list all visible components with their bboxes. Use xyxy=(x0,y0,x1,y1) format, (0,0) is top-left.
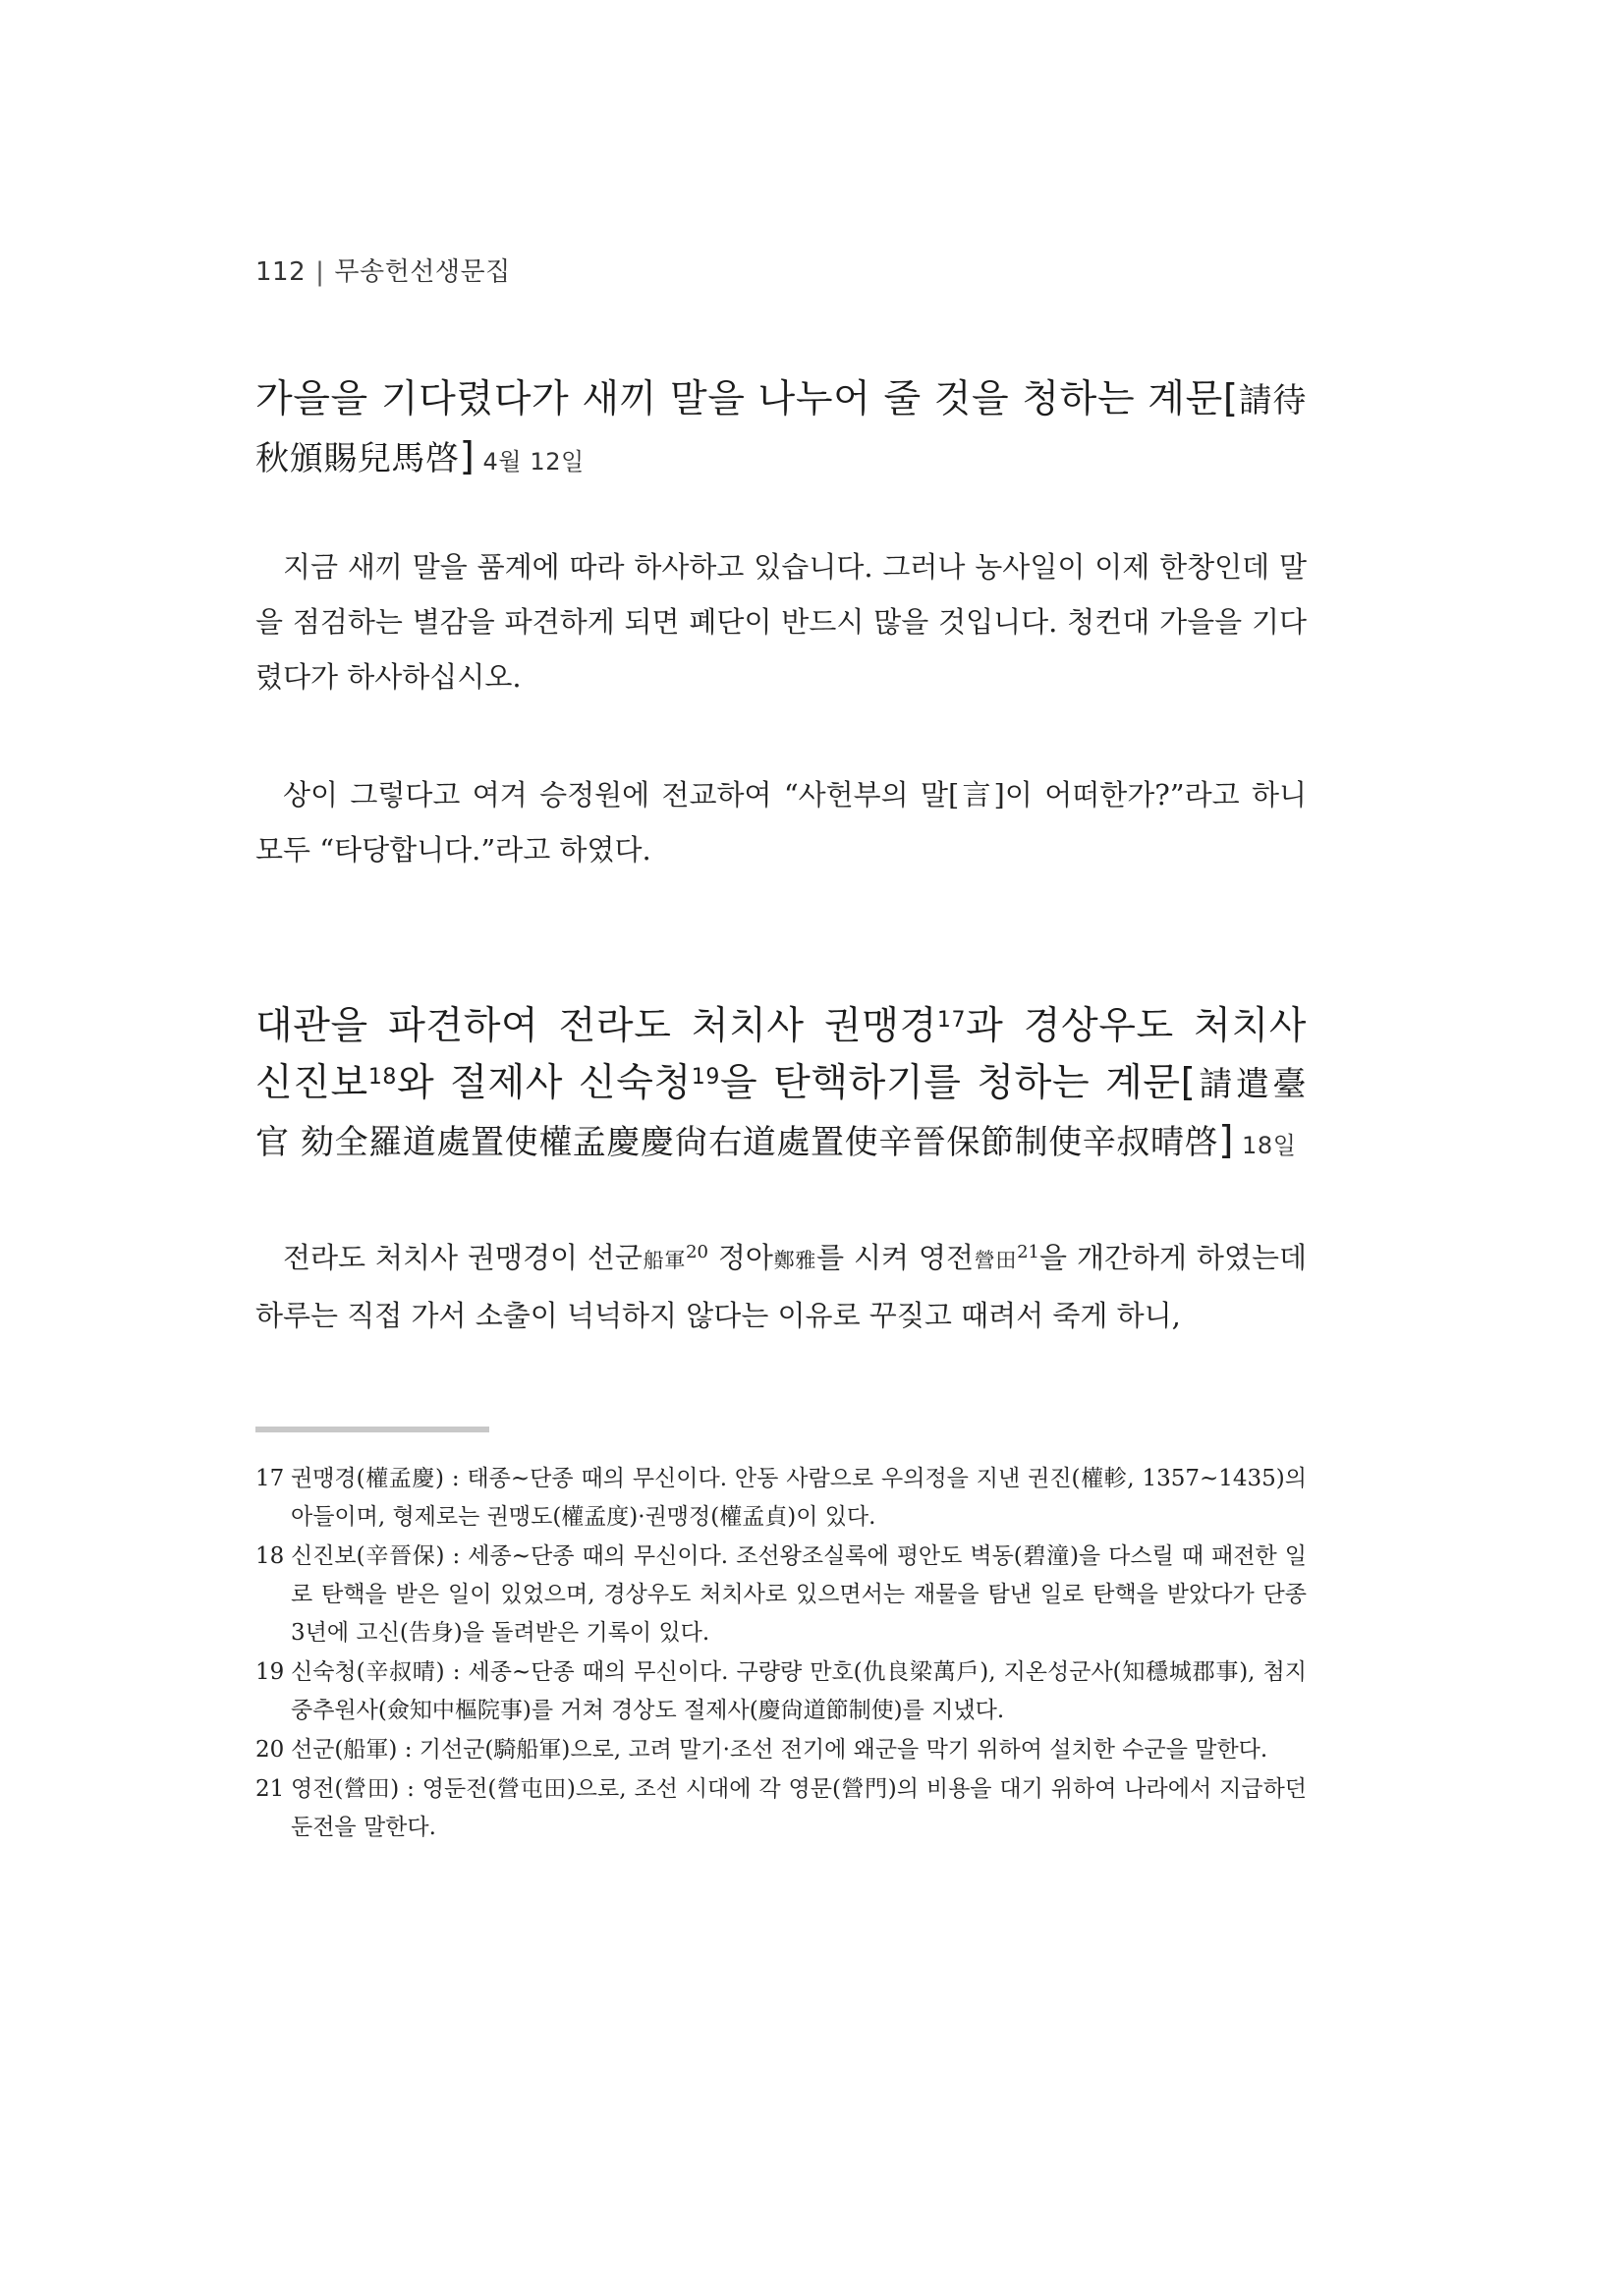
hanja-seongun: 船軍 xyxy=(642,1249,687,1272)
hanja-yeongjeon: 營田 xyxy=(973,1249,1018,1272)
section-2-title-hanja: 請遣臺官 劾全羅道處置使權孟慶慶尙右道處置使辛晉保節制使辛叔晴啓 xyxy=(255,1065,1307,1162)
footnote-20 xyxy=(255,1731,1307,1769)
book-title: 무송헌선생문집 xyxy=(334,257,511,287)
section-1-paragraph-2 xyxy=(255,767,1307,877)
footnote-21 xyxy=(255,1770,1307,1847)
section-2-paragraph xyxy=(255,1230,1307,1343)
footnote-number: 20 xyxy=(255,1737,285,1763)
footnote-ref-18[interactable]: 18 xyxy=(367,1065,398,1090)
section-1-paragraph-1 xyxy=(255,539,1307,704)
section-2-title-close: ] xyxy=(1218,1119,1235,1163)
section-1-para-2-text: 상이 그렇다고 여겨 승정원에 전교하여 “사헌부의 말[言]이 어떠한가?”라고 하니 모두 “타당합니다.”라고 하였다. xyxy=(255,778,1307,867)
section-2-para-part-a: 전라도 처치사 권맹경이 선군 xyxy=(283,1241,643,1274)
page-number: 112 xyxy=(255,257,307,287)
section-2-title-part-c: 와 절제사 신숙청 xyxy=(397,1061,692,1105)
section-2-para-part-d: 을 개간하게 하였는데 하루는 직접 가서 소출이 넉넉하지 않다는 이유로 꾸짖고 때려서 죽게 하니, xyxy=(255,1241,1307,1332)
footnote-text: 권맹경(權孟慶) : 태종~단종 때의 무신이다. 안동 사람으로 우의정을 지낸 권진(權軫, 1357~1435)의 아들이며, 형제로는 권맹도(權孟度)·권맹정(權孟貞)이 있다. xyxy=(291,1466,1307,1530)
footnote-ref-17[interactable]: 17 xyxy=(936,1008,967,1033)
section-2-title-part-b: 과 경상우도 처치사 신진보 xyxy=(255,1004,1308,1105)
footnote-17 xyxy=(255,1460,1307,1537)
running-head-separator: | xyxy=(315,257,325,287)
section-1-date: 4월 12일 xyxy=(482,448,585,476)
footnote-number: 17 xyxy=(255,1466,285,1491)
section-2-title-part-a: 대관을 파견하여 전라도 처치사 권맹경 xyxy=(255,1004,937,1048)
footnote-number: 21 xyxy=(255,1776,285,1802)
footnote-18 xyxy=(255,1538,1307,1652)
footnote-19 xyxy=(255,1653,1307,1730)
hanja-jeonga: 鄭雅 xyxy=(772,1249,817,1272)
footnote-ref-20[interactable]: 20 xyxy=(686,1242,708,1262)
section-2-para-part-c: 를 시켜 영전 xyxy=(816,1241,974,1274)
footnote-ref-19[interactable]: 19 xyxy=(691,1065,720,1090)
footnote-ref-21[interactable]: 21 xyxy=(1017,1242,1040,1262)
section-1-para-1-text: 지금 새끼 말을 품계에 따라 하사하고 있습니다. 그러나 농사일이 이제 한창인데 말을 점검하는 별감을 파견하게 되면 폐단이 반드시 많을 것입니다. 청컨대 가을을 기다렸다가 하사하십시오. xyxy=(255,550,1307,694)
footnote-number: 18 xyxy=(255,1543,285,1569)
section-1-title-hanja: 請待秋頒賜兒馬啓 xyxy=(255,381,1307,478)
section-1-title xyxy=(255,371,1307,490)
running-head xyxy=(255,252,511,288)
footnote-number: 19 xyxy=(255,1659,285,1685)
section-1-title-korean: 가을을 기다렸다가 새끼 말을 나누어 줄 것을 청하는 계문[ xyxy=(255,377,1239,421)
footnote-text: 선군(船軍) : 기선군(騎船軍)으로, 고려 말기·조선 전기에 왜군을 막기 위하여 설치한 수군을 말한다. xyxy=(291,1737,1268,1763)
footnote-text: 영전(營田) : 영둔전(營屯田)으로, 조선 시대에 각 영문(營門)의 비용을 대기 위하여 나라에서 지급하던 둔전을 말한다. xyxy=(291,1776,1307,1840)
section-2-date: 18일 xyxy=(1242,1132,1297,1159)
footnote-divider xyxy=(255,1427,489,1432)
section-2-title xyxy=(255,998,1307,1174)
section-1-title-close: ] xyxy=(459,435,476,479)
section-2-title-part-d: 을 탄핵하기를 청하는 계문[ xyxy=(719,1061,1197,1105)
footnotes xyxy=(255,1460,1307,1848)
footnote-text: 신진보(辛晉保) : 세종~단종 때의 무신이다. 조선왕조실록에 평안도 벽동(碧潼)을 다스릴 때 패전한 일로 탄핵을 받은 일이 있었으며, 경상우도 처치사로 있으면서는 재물을 탐낸 일로 탄핵을 받았다가 단종 3년에 고신(告身)을 돌려받은 기록이 있다. xyxy=(291,1543,1307,1646)
section-2-para-part-b: 정아 xyxy=(707,1241,773,1274)
footnote-text: 신숙청(辛叔晴) : 세종~단종 때의 무신이다. 구량량 만호(仇良梁萬戶), 지온성군사(知穩城郡事), 첨지중추원사(僉知中樞院事)를 거쳐 경상도 절제사(慶尙道節制使)를 지냈다. xyxy=(291,1659,1307,1723)
